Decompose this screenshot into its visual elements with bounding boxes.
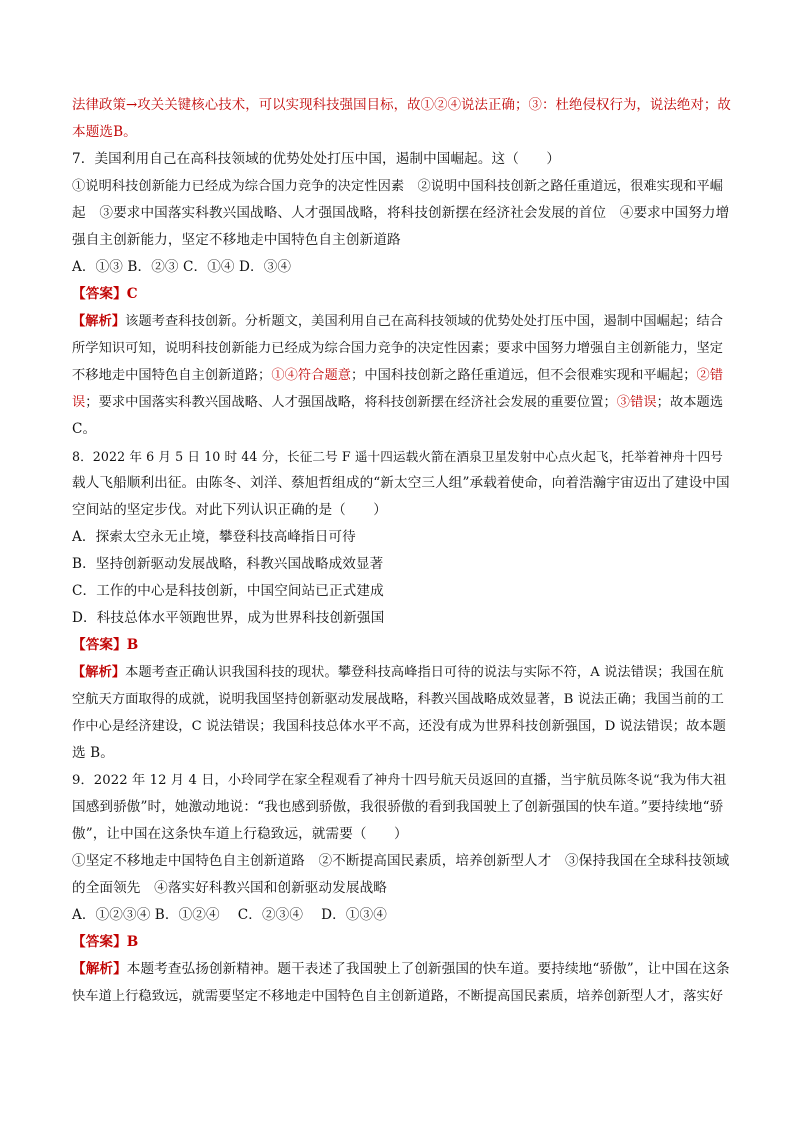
q9-options-line-1: ①坚定不移地走中国特色自主创新道路 ②不断提高国民素质，培养创新型人才 ③保持我国在全球科技领域 xyxy=(72,853,730,869)
prev-explanation-line-2: 本题选B。 xyxy=(72,124,137,140)
q8-option-d: D．科技总体水平领跑世界，成为世界科技创新强国 xyxy=(72,610,385,626)
q9-stem-line-1: 9．2022 年 12 月 4 日，小玲同学在家全程观看了神舟十四号航天员返回的直播，当宇航员陈冬说“我为伟大祖 xyxy=(72,773,727,788)
q7-answer xyxy=(72,281,732,308)
q7-choices: A．①③ B．②③ C．①④ D．③④ xyxy=(72,259,292,275)
q9-explanation-line-1: 【解析】本题考查弘扬创新精神。题干表述了我国驶上了创新强国的快车道。要持续地“骄傲”，让中国在这条 xyxy=(72,961,730,977)
q8-explanation-line-4: 选 B。 xyxy=(72,745,114,761)
q8-stem-line-3: 空间站的坚定步伐。对此下列认识正确的是（ ） xyxy=(72,502,387,518)
q8-stem-line-1: 8．2022 年 6 月 5 日 10 时 44 分，长征二号 F 遥十四运载火箭在酒泉卫星发射中心点火起飞，托举着神舟十四号 xyxy=(72,449,723,464)
q7-options-line-3: 强自主创新能力，坚定不移地走中国特色自主创新道路 xyxy=(72,232,401,248)
q7-options-line-1: ①说明科技创新能力已经成为综合国力竞争的决定性因素 ②说明中国科技创新之路任重道远，很难实现和平崛 xyxy=(72,179,724,194)
q7-stem: 7．美国利用自己在高科技领域的优势处处打压中国，遏制中国崛起。这（ ） xyxy=(72,151,561,167)
q8-answer xyxy=(72,632,732,659)
answer-label: 【答案】 xyxy=(72,934,127,950)
explanation-label: 【解析】 xyxy=(72,961,127,977)
answer-value: B xyxy=(126,934,139,950)
q8-option-a: A．探索太空永无止境，攀登科技高峰指日可待 xyxy=(72,529,356,545)
q8-explanation-line-2: 空航天方面取得的成就，说明我国坚持创新驱动发展战略，科教兴国战略成效显著，B 说法正确；我国当前的工 xyxy=(72,692,724,707)
q8-stem-line-2: 载人飞船顺利出征。由陈冬、刘洋、蔡旭哲组成的“新太空三人组”承载着使命，向着浩瀚宇宙迈出了建设中国 xyxy=(72,475,730,491)
q7-explanation-line-1: 【解析】该题考查科技创新。分析题文，美国利用自己在高科技领域的优势处处打压中国，遏制中国崛起；结合 xyxy=(72,314,724,329)
q7-explanation-line-4: 误；要求中国落实科教兴国战略、人才强国战略，将科技创新摆在经济社会发展的重要位置；③错误；故本题选 xyxy=(72,395,724,410)
answer-label: 【答案】 xyxy=(72,286,127,302)
q9-explanation-line-2: 快车道上行稳致远，就需要坚定不移地走中国特色自主创新道路，不断提高国民素质，培养创新型人才，落实好 xyxy=(72,989,724,1004)
document-page xyxy=(72,92,732,1010)
q7-options-line-2: 起 ③要求中国落实科教兴国战略、人才强国战略，将科技创新摆在经济社会发展的首位 ④要求中国努力增 xyxy=(72,205,730,221)
answer-label: 【答案】 xyxy=(72,637,127,653)
q7-explanation-line-5: C。 xyxy=(72,421,97,437)
explanation-label: 【解析】 xyxy=(72,314,126,329)
answer-value: C xyxy=(126,286,138,302)
answer-value: B xyxy=(126,637,139,653)
q9-answer xyxy=(72,929,732,956)
q8-explanation-line-3: 作中心是经济建设，C 说法错误；我国科技总体水平不高，还没有成为世界科技创新强国，D 说法错误；故本题 xyxy=(72,719,726,734)
q7-explanation-line-2: 所学知识可知，说明科技创新能力已经成为综合国力竞争的决定性因素；要求中国努力增强自主创新能力，坚定 xyxy=(72,341,724,356)
q9-stem-line-2: 国感到骄傲”时，她激动地说：“我也感到骄傲，我很骄傲的看到我国驶上了创新强国的快车道。”要持续地“骄 xyxy=(72,799,724,815)
q8-option-b: B．坚持创新驱动发展战略，科教兴国战略成效显著 xyxy=(72,556,384,572)
prev-explanation-line-1: 法律政策→攻关关键核心技术，可以实现科技强国目标，故①②④说法正确；③：杜绝侵权行为，说法绝对；故 xyxy=(72,98,731,113)
q8-explanation-line-1: 【解析】本题考查正确认识我国科技的现状。攀登科技高峰指日可待的说法与实际不符，A 说法错误；我国在航 xyxy=(72,665,724,680)
q8-option-c: C．工作的中心是科技创新，中国空间站已正式建成 xyxy=(72,583,384,599)
q9-stem-line-3: 傲”，让中国在这条快车道上行稳致远，就需要（ ） xyxy=(72,826,408,842)
explanation-label: 【解析】 xyxy=(72,665,126,680)
q7-explanation-line-3: 不移地走中国特色自主创新道路；①④符合题意；中国科技创新之路任重道远，但不会很难实现和平崛起；②错 xyxy=(72,368,724,383)
q9-choices: A．①②③④ B．①②④ C．②③④ D．①③④ xyxy=(72,907,387,923)
q9-options-line-2: 的全面领先 ④落实好科教兴国和创新驱动发展战略 xyxy=(72,880,387,896)
